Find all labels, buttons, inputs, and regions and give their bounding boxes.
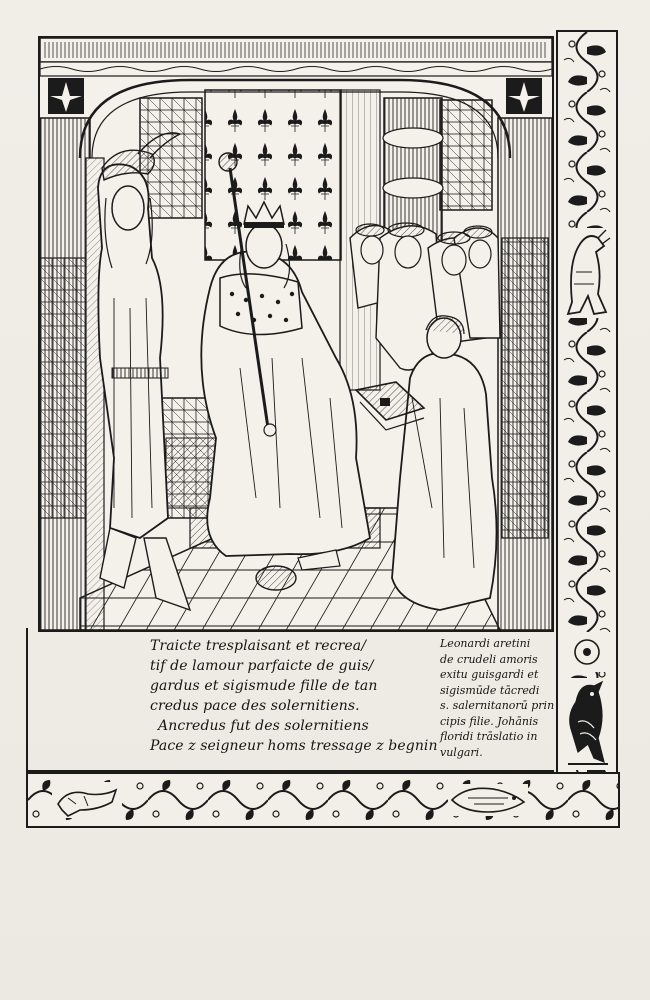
side-text-block — [440, 636, 555, 760]
side-text-line: vulgari. — [440, 745, 483, 759]
main-text-line: tif de lamour parfaicte de guis/ — [150, 658, 374, 674]
main-text-line: Traicte tresplaisant et recrea/ — [150, 638, 367, 654]
bottom-ornamental-border — [26, 772, 620, 828]
text-frame-rule — [26, 770, 554, 772]
side-text-line: sigismūde tācredi — [440, 683, 540, 697]
left-frame-rule — [26, 628, 28, 772]
woodcut-illustration — [38, 36, 554, 632]
side-text-line: de crudeli amoris — [440, 652, 538, 666]
side-text-line: cipis filie. Johānis — [440, 714, 539, 728]
side-text-line: Leonardi aretini — [440, 637, 531, 650]
main-text-line: Ancredus fut des solernitiens — [158, 718, 369, 734]
main-text-line: credus pace des solernitiens. — [150, 698, 360, 714]
right-ornamental-border — [556, 30, 618, 774]
main-text-block — [150, 636, 440, 756]
side-text-line: exitu guisgardi et — [440, 668, 539, 681]
main-text-line: gardus et sigismude fille de tan — [150, 678, 378, 694]
side-text-line: floridi trāslatio in — [440, 730, 538, 743]
side-text-line: s. salernitanorū prin — [440, 699, 555, 712]
main-text-line: Pace z seigneur homs tressage z begnin — [150, 738, 438, 754]
